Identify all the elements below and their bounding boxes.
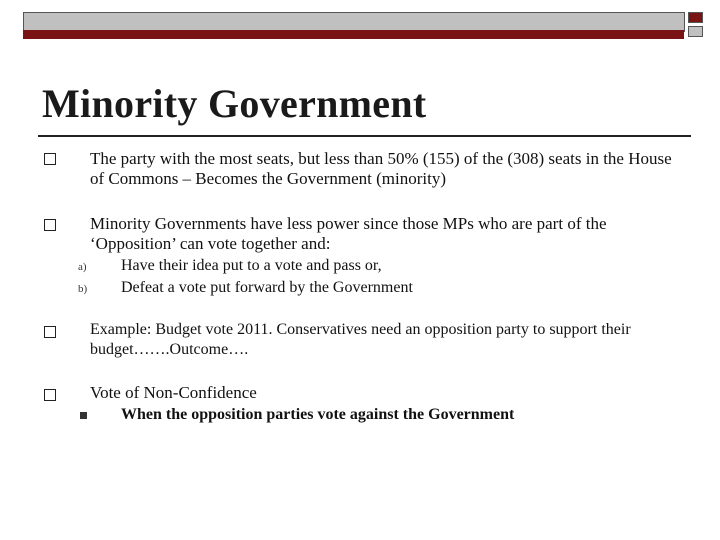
- corner-square-gray: [688, 26, 703, 37]
- hollow-square-bullet-icon: [44, 326, 56, 338]
- slide-title: Minority Government: [42, 81, 427, 126]
- top-decorative-bar: [23, 12, 685, 32]
- sub-item-b-marker: b): [78, 283, 88, 295]
- sub-item-b-text: Defeat a vote put forward by the Government: [121, 279, 413, 296]
- top-accent-bar: [23, 30, 684, 39]
- hollow-square-bullet-icon: [44, 153, 56, 165]
- bullet-3-text: Example: Budget vote 2011. Conservatives need an opposition party to support their budget…….Outcome….: [90, 321, 631, 358]
- nested-bullet-text: When the opposition parties vote against the Government: [121, 406, 515, 423]
- bullet-4-text: Vote of Non-Confidence: [90, 383, 257, 402]
- title-divider: [38, 135, 691, 137]
- corner-square-red: [688, 12, 703, 23]
- sub-item-a-text: Have their idea put to a vote and pass or,: [121, 257, 382, 274]
- bullet-2-text: Minority Governments have less power since those MPs who are part of the ‘Opposition’ can vote together and:: [90, 214, 607, 253]
- bullet-1-text: The party with the most seats, but less than 50% (155) of the (308) seats in the House of Commons – Becomes the Government (minority): [90, 149, 672, 188]
- sub-item-a-marker: a): [78, 261, 87, 273]
- filled-square-bullet-icon: [80, 412, 87, 419]
- hollow-square-bullet-icon: [44, 219, 56, 231]
- hollow-square-bullet-icon: [44, 389, 56, 401]
